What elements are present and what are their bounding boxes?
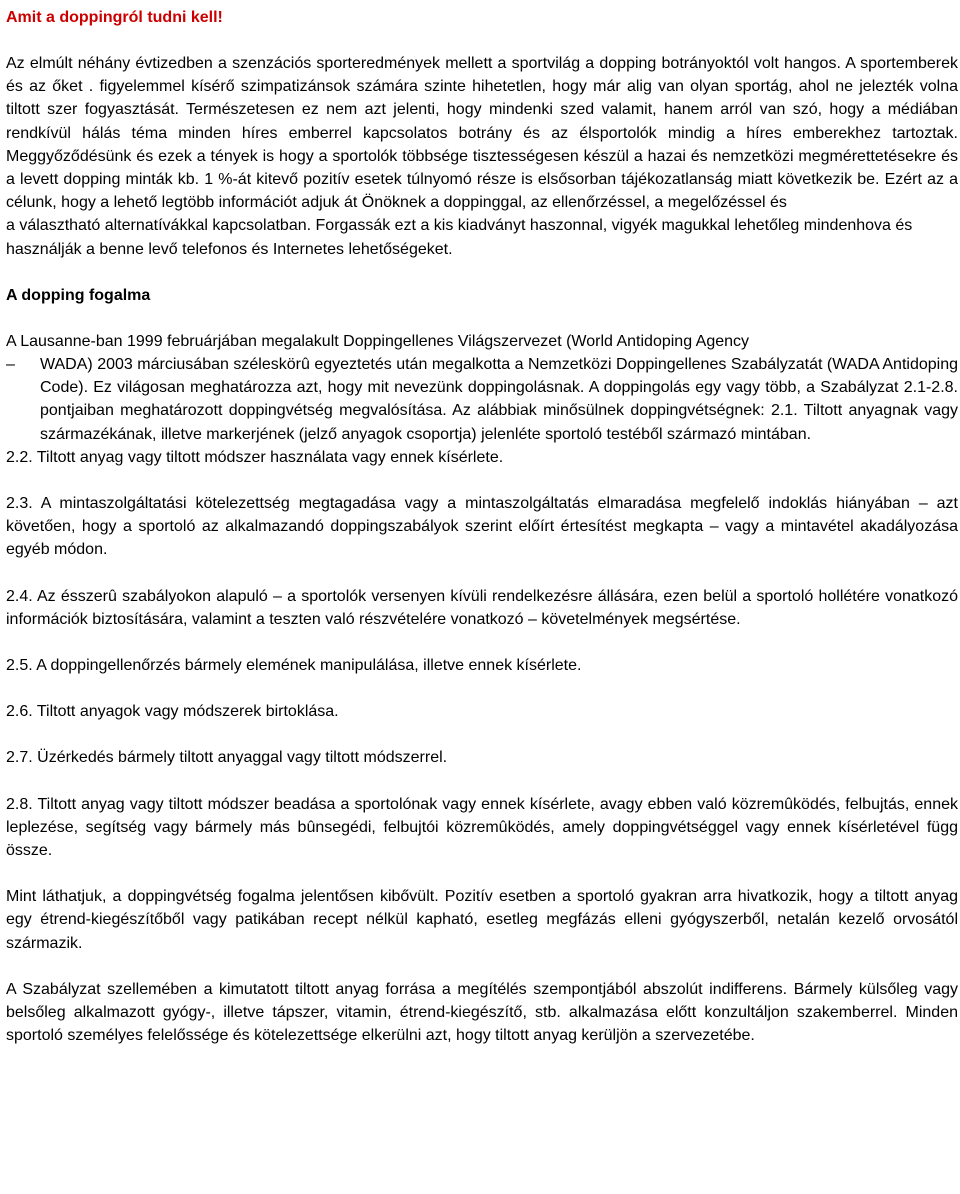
item-2-5: 2.5. A doppingellenőrzés bármely elemének manipulálása, illetve ennek kísérlete. [6, 657, 582, 675]
dash-marker: – [6, 356, 15, 374]
definition-first-line: A Lausanne-ban 1999 februárjában megalakult Doppingellenes Világszervezet (World Antidoping Agency [6, 332, 750, 350]
spacer [6, 562, 958, 585]
item-2-8: 2.8. Tiltott anyag vagy tiltott módszer beadása a sportolónak vagy ennek kísérlete, avagy ebben való közremûködés, felbujtás, ennek leplezése, segítség vagy bármely más bûnsegédi, felbujtói közremûködés, amely doppingvétséggel vagy ennek kísérletével függ össze. [6, 795, 958, 860]
item-2-6: 2.6. Tiltott anyagok vagy módszerek birtoklása. [6, 703, 339, 721]
spacer [6, 677, 958, 700]
spacer [6, 955, 958, 978]
spacer [6, 631, 958, 654]
spacer [6, 469, 958, 492]
spacer [6, 261, 958, 284]
item-2-7: 2.7. Üzérkedés bármely tiltott anyaggal vagy tiltott módszerrel. [6, 749, 448, 767]
document-body [6, 6, 958, 1048]
item-2-3: 2.3. A mintaszolgáltatási kötelezettség megtagadása vagy a mintaszolgáltatás elmaradása megfelelő indoklás hiányában – azt követően, hogy a sportoló az alkalmazandó doppingszabályok szerint előírt értesítést megkapta – vagy a mintavétel akadályozása egyéb módon. [6, 495, 958, 559]
paragraph-code-spirit: A Szabályzat szellemében a kimutatott tiltott anyag forrása a megítélés szempontjából abszolút indifferens. Bármely külsőleg vagy belsőleg alkalmazott gyógy-, illetve tápszer, vitamin, étrend-kiegészítő, stb. alkalmazása előtt konzultáljon szakemberrel. Minden sportoló személyes felelőssége és kötelezettsége elkerülni azt, hogy tiltott anyag kerüljön a szervezetébe. [6, 980, 958, 1045]
intro-paragraph: Az elmúlt néhány évtizedben a szenzációs sporteredmények mellett a sportvilág a dopping botrányoktól volt hangos. A sportemberek és az őket . figyelemmel kísérő szimpatizánsok számára szinte hihetetlen, hogy már alig van olyan sportág, ahol ne jelezték volna tiltott szer fogyasztását. Természetesen ez nem azt jelenti, hogy mindenki szed valamit, hanem arról van szó, hogy a médiában rendkívül hálás téma minden híres emberrel kapcsolatos botrány és az élsportolók mindig a híres emberekhez tartoztak. Meggyőződésünk és ezek a tények is hogy a sportolók többsége tisztességesen készül a hazai és nemzetközi megmérettetésekre és a levett dopping minták kb. 1 %-át kitevő pozitív esetek túlnyomó része is elsősorban tájékozatlanság miatt következik be. Ezért az a célunk, hogy a lehető legtöbb információt adjuk át Önöknek a doppinggal, az ellenőrzéssel, a megelőzéssel és [6, 55, 958, 212]
spacer [6, 29, 958, 52]
intro-paragraph-end: a választható alternatívákkal kapcsolatban. Forgassák ezt a kis kiadványt haszonnal, vigyék magukkal lehetőleg mindenhova és használják a benne levő telefonos és Internetes lehetőségeket. [6, 217, 913, 258]
item-2-2: 2.2. Tiltott anyag vagy tiltott módszer használata vagy ennek kísérlete. [6, 448, 504, 466]
section-title: A dopping fogalma [6, 286, 151, 304]
definition-block [6, 353, 958, 446]
definition-text: WADA) 2003 márciusában széleskörû egyeztetés után megalkotta a Nemzetközi Doppingellenes Szabályzatát (WADA Antidoping Code). Ez világosan meghatározza azt, hogy mit nevezünk doppingolásnak. A doppingolás egy vagy több, a Szabályzat 2.1-2.8. pontjaiban meghatározott doppingvétség megvalósítása. Az alábbiak minősülnek doppingvétségnek: 2.1. Tiltott anyagnak vagy származékának, illetve markerjének (jelző anyagok csoportja) jelenléte sportoló testéből származó mintában. [40, 356, 958, 443]
document-title: Amit a doppingról tudni kell! [6, 9, 223, 26]
spacer [6, 862, 958, 885]
spacer [6, 770, 958, 793]
spacer [6, 723, 958, 746]
item-2-4: 2.4. Az ésszerû szabályokon alapuló – a sportolók versenyen kívüli rendelkezésre állására, ezen belül a sportoló hollétére vonatkozó információk biztosítására, valamint a teszten való részvételére vonatkozó – követelmények megsértése. [6, 587, 958, 628]
paragraph-doping-concept: Mint láthatjuk, a doppingvétség fogalma jelentősen kibővült. Pozitív esetben a sportoló gyakran arra hivatkozik, hogy a tiltott anyag egy étrend-kiegészítőből vagy patikában recept nélkül kapható, esetleg megfázás elleni gyógyszerből, netalán kezelő orvosától származik. [6, 888, 958, 952]
spacer [6, 307, 958, 330]
